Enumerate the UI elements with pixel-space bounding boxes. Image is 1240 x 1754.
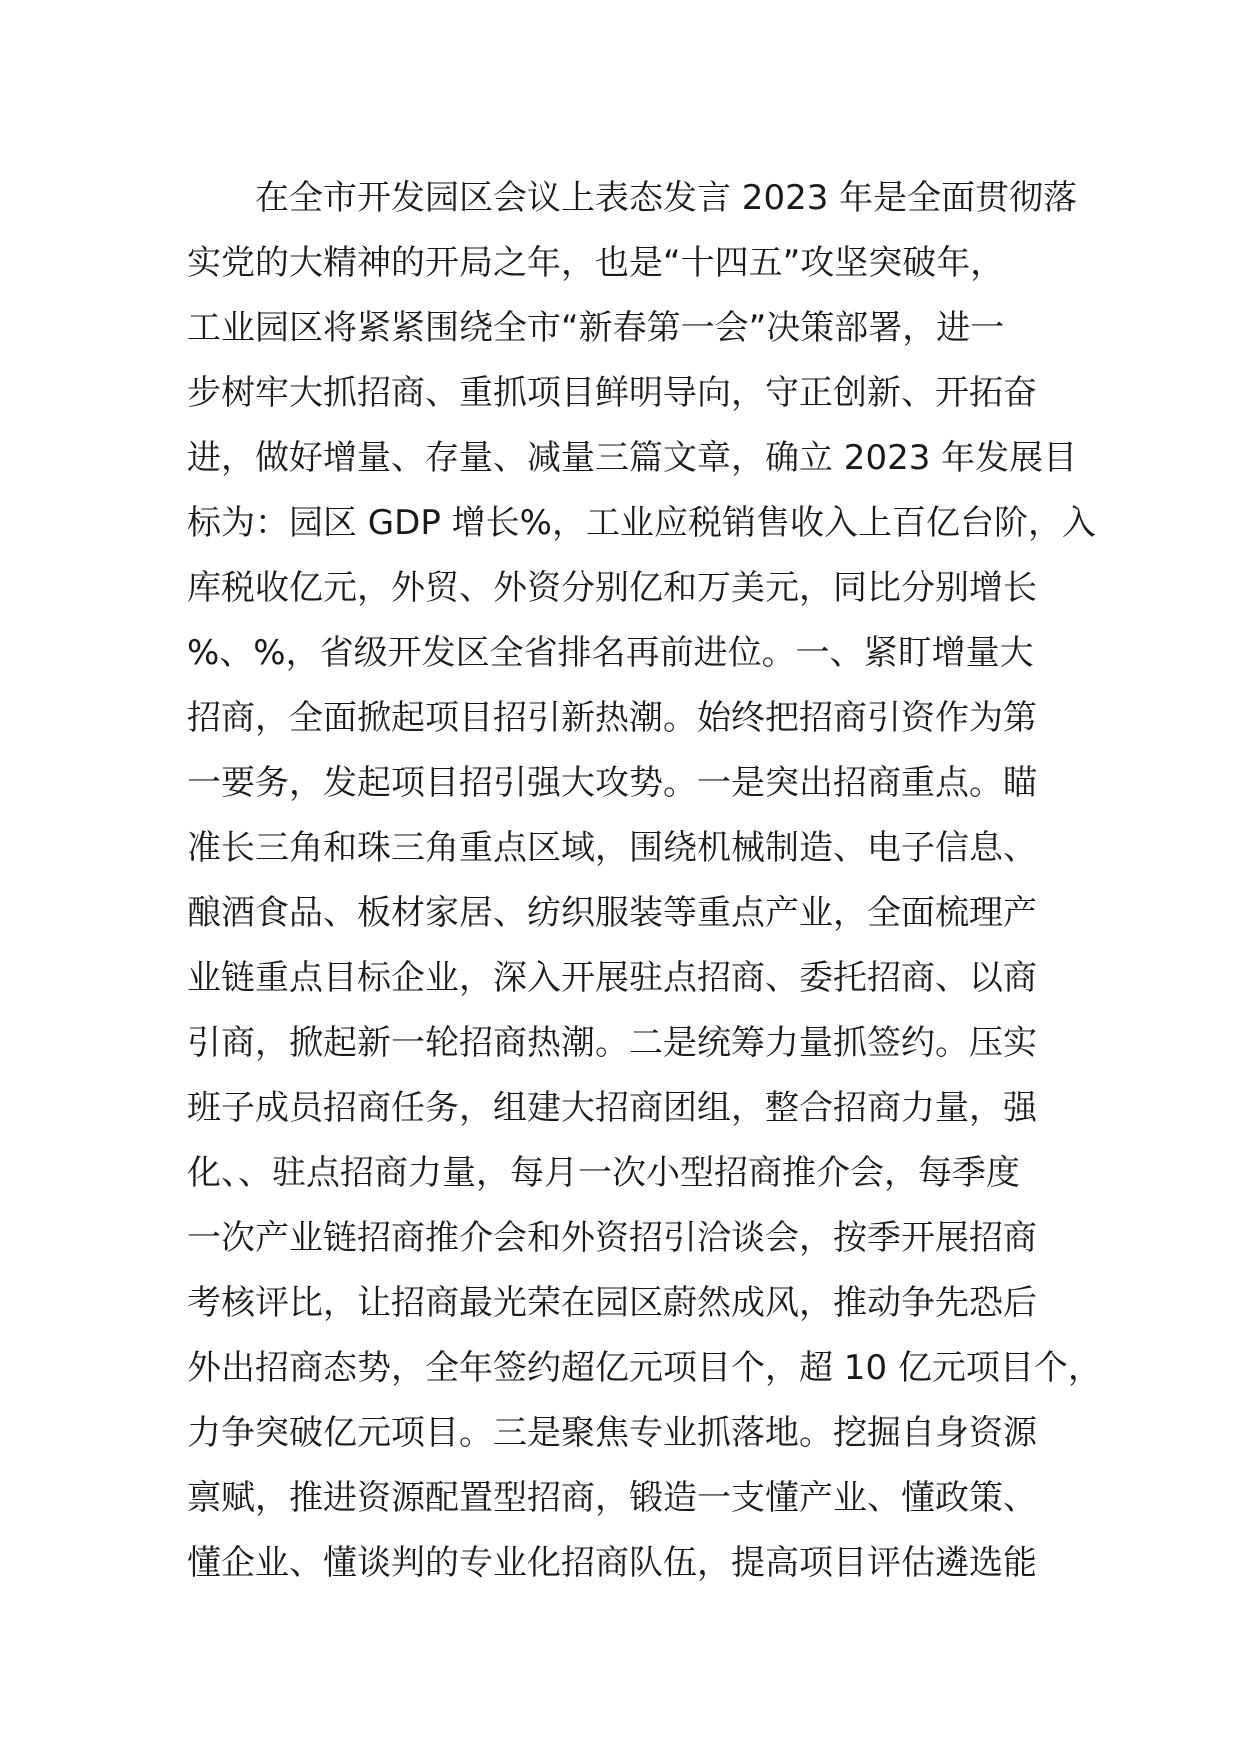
- text-line: 步树牢大抓招商、重抓项目鲜明导向，守正创新、开拓奋: [187, 373, 1037, 413]
- text-line: 考核评比，让招商最光荣在园区蔚然成风，推动争先恐后: [187, 1283, 1037, 1323]
- text-line: 准长三角和珠三角重点区域，围绕机械制造、电子信息、: [187, 828, 1037, 868]
- text-line: 一要务，发起项目招引强大攻势。一是突出招商重点。瞄: [187, 763, 1037, 803]
- body-paragraph: [187, 166, 1102, 1596]
- text-line: 班子成员招商任务，组建大招商团组，整合招商力量，强: [187, 1088, 1037, 1128]
- text-line: 外出招商态势，全年签约超亿元项目个，超 10 亿元项目个，: [187, 1348, 1102, 1388]
- text-line: 一次产业链招商推介会和外资招引洽谈会，按季开展招商: [187, 1218, 1037, 1258]
- text-line: 标为：园区 GDP 增长%，工业应税销售收入上百亿台阶，入: [187, 503, 1096, 543]
- text-line: 懂企业、懂谈判的专业化招商队伍，提高项目评估遴选能: [187, 1543, 1037, 1583]
- text-line: 进，做好增量、存量、减量三篇文章，确立 2023 年发展目: [187, 438, 1078, 478]
- text-line: 实党的大精神的开局之年，也是“十四五”攻坚突破年，: [187, 243, 1005, 283]
- text-line: 招商，全面掀起项目招引新热潮。始终把招商引资作为第: [187, 698, 1037, 738]
- text-line: 业链重点目标企业，深入开展驻点招商、委托招商、以商: [187, 958, 1037, 998]
- text-line: %、%，省级开发区全省排名再前进位。一、紧盯增量大: [187, 633, 1034, 673]
- text-line: 引商，掀起新一轮招商热潮。二是统筹力量抓签约。压实: [187, 1023, 1037, 1063]
- text-line: 库税收亿元，外贸、外资分别亿和万美元，同比分别增长: [187, 568, 1037, 608]
- text-line: 力争突破亿元项目。三是聚焦专业抓落地。挖掘自身资源: [187, 1413, 1037, 1453]
- text-line: 禀赋，推进资源配置型招商，锻造一支懂产业、懂政策、: [187, 1478, 1037, 1518]
- text-line: 工业园区将紧紧围绕全市“新春第一会”决策部署，进一: [187, 308, 1005, 348]
- text-line: 化、、驻点招商力量，每月一次小型招商推介会，每季度: [187, 1153, 1020, 1193]
- text-line: 酿酒食品、板材家居、纺织服装等重点产业，全面梳理产: [187, 893, 1037, 933]
- text-line: 在全市开发园区会议上表态发言 2023 年是全面贯彻落: [255, 178, 1078, 218]
